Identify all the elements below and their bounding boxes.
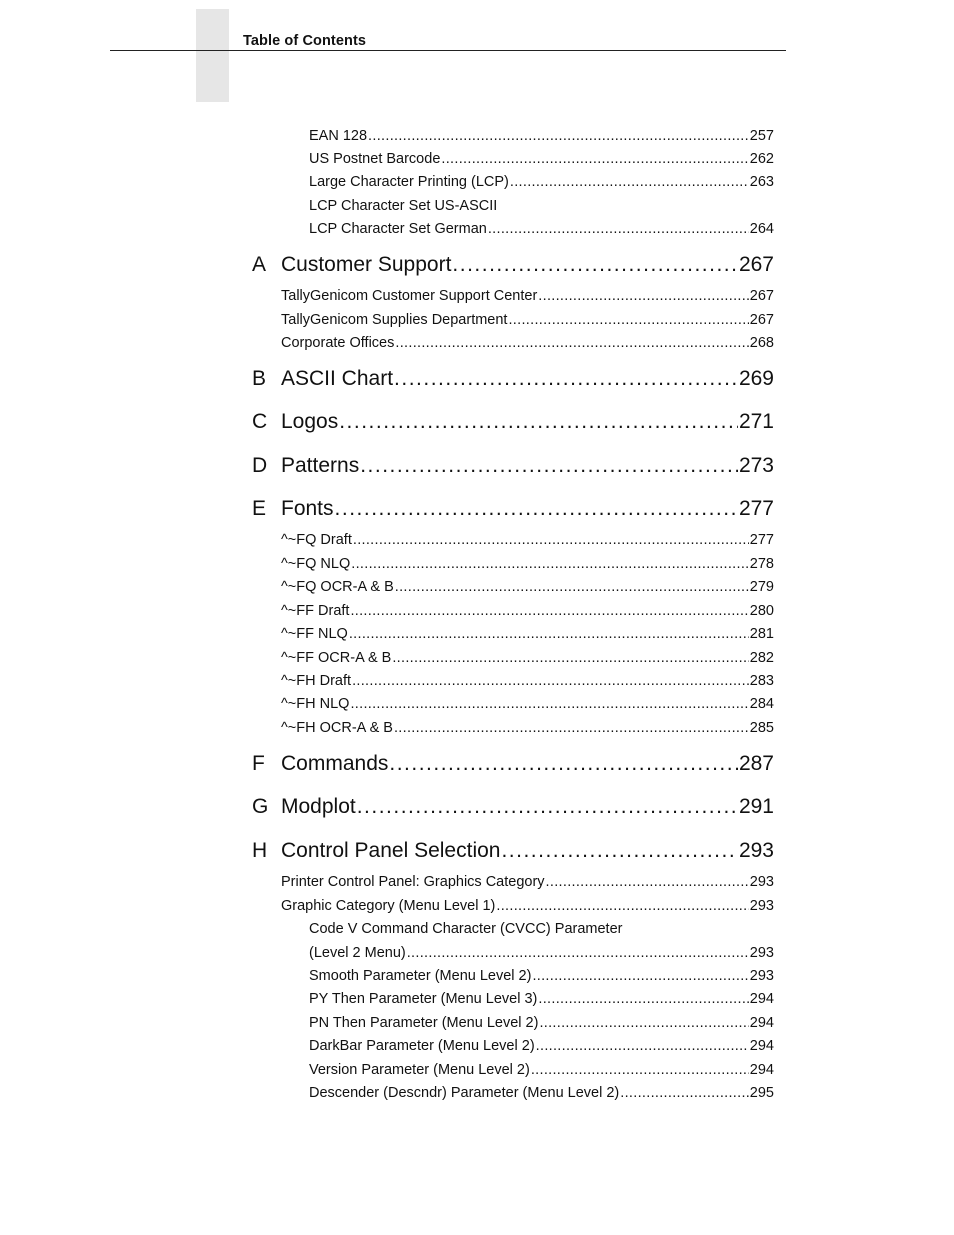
toc-entry-page: 267 <box>749 312 774 328</box>
toc-chapter-title: Fonts <box>281 497 334 520</box>
toc-entry[interactable] <box>281 648 774 668</box>
toc-entry-title: ^~FQ NLQ <box>281 556 351 572</box>
toc-entry[interactable] <box>309 943 774 963</box>
toc-entry[interactable] <box>309 1083 774 1103</box>
toc-chapter-title: Patterns <box>281 454 360 477</box>
toc-entry-page: 294 <box>749 1062 774 1078</box>
running-header-title: Table of Contents <box>243 33 367 49</box>
toc-entry-page: 257 <box>749 128 774 144</box>
dot-leader <box>349 624 749 644</box>
toc-entry[interactable] <box>309 1060 774 1080</box>
dot-leader <box>389 750 738 778</box>
dot-leader <box>350 694 748 714</box>
toc-entry[interactable] <box>281 577 774 597</box>
dot-leader <box>352 671 749 691</box>
toc-entry-title: ^~FF OCR-A & B <box>281 650 392 666</box>
dot-leader <box>394 718 749 738</box>
toc-entry-page: 263 <box>749 174 774 190</box>
toc-chapter-entry[interactable] <box>281 408 774 436</box>
toc-chapter-title: Modplot <box>281 795 356 818</box>
dot-leader <box>546 872 749 892</box>
toc-entry[interactable] <box>281 872 774 892</box>
toc-chapter-page: 271 <box>738 410 774 433</box>
toc-entry-title: DarkBar Parameter (Menu Level 2) <box>309 1038 535 1054</box>
toc-entry-page: 294 <box>749 991 774 1007</box>
appendix-letter: C <box>252 410 268 433</box>
dot-leader <box>531 1060 749 1080</box>
toc-chapter-entry[interactable] <box>281 251 774 279</box>
toc-entry-title: PY Then Parameter (Menu Level 3) <box>309 991 538 1007</box>
dot-leader <box>488 219 749 239</box>
dot-leader <box>620 1083 749 1103</box>
toc-entry-title: ^~FH NLQ <box>281 696 350 712</box>
toc-chapter-page: 273 <box>738 454 774 477</box>
toc-entry-page: 267 <box>749 288 774 304</box>
appendix-letter: H <box>252 839 268 862</box>
toc-entry-page: 294 <box>749 1015 774 1031</box>
toc-entry-title: US Postnet Barcode <box>309 151 441 167</box>
toc-chapter-title: Customer Support <box>281 253 452 276</box>
toc-entry-page: 285 <box>749 720 774 736</box>
toc-entry[interactable] <box>281 530 774 550</box>
toc-entry-title: ^~FH Draft <box>281 673 352 689</box>
toc-entry-title: TallyGenicom Customer Support Center <box>281 288 538 304</box>
toc-entry-page: 293 <box>749 874 774 890</box>
toc-entry-page: 293 <box>749 945 774 961</box>
toc-entry[interactable] <box>309 126 774 146</box>
toc-chapter-page: 269 <box>738 367 774 390</box>
dot-leader <box>532 966 748 986</box>
toc-entry-page: 283 <box>749 673 774 689</box>
toc-entry[interactable] <box>281 694 774 714</box>
toc-entry-title: Printer Control Panel: Graphics Category <box>281 874 545 890</box>
toc-entry-title: ^~FH OCR-A & B <box>281 720 393 736</box>
toc-entry-page: 279 <box>749 579 774 595</box>
dot-leader <box>353 530 749 550</box>
toc-entry-title: Descender (Descndr) Parameter (Menu Level 2) <box>309 1085 620 1101</box>
toc-chapter-title: ASCII Chart <box>281 367 394 390</box>
toc-entry[interactable] <box>309 219 774 239</box>
toc-entry-page: 282 <box>749 650 774 666</box>
dot-leader <box>392 648 748 668</box>
toc-entry-title[interactable]: LCP Character Set US-ASCII <box>309 198 498 214</box>
toc-chapter-page: 277 <box>738 497 774 520</box>
dot-leader <box>538 989 748 1009</box>
dot-leader <box>395 577 749 597</box>
toc-chapter-entry[interactable] <box>281 750 774 778</box>
toc-entry-page: 295 <box>749 1085 774 1101</box>
toc-entry[interactable] <box>309 989 774 1009</box>
dot-leader <box>407 943 749 963</box>
toc-entry[interactable] <box>281 671 774 691</box>
toc-entry-title: Smooth Parameter (Menu Level 2) <box>309 968 532 984</box>
toc-entry-page: 280 <box>749 603 774 619</box>
toc-entry-title: ^~FQ OCR-A & B <box>281 579 394 595</box>
toc-entry-title: Version Parameter (Menu Level 2) <box>309 1062 530 1078</box>
dot-leader <box>350 601 748 621</box>
appendix-letter: A <box>252 253 267 276</box>
toc-entry-page: 277 <box>749 532 774 548</box>
toc-entry[interactable] <box>281 601 774 621</box>
appendix-letter: B <box>252 367 267 390</box>
toc-chapter-entry[interactable] <box>281 452 774 480</box>
appendix-letter: F <box>252 752 265 775</box>
toc-entry-page: 284 <box>749 696 774 712</box>
dot-leader <box>539 1013 748 1033</box>
toc-entry-title: TallyGenicom Supplies Department <box>281 312 508 328</box>
toc-entry-page: 293 <box>749 968 774 984</box>
dot-leader <box>395 333 748 353</box>
toc-entry[interactable] <box>309 966 774 986</box>
toc-entry-page: 293 <box>749 898 774 914</box>
dot-leader <box>339 408 738 436</box>
toc-chapter-entry[interactable] <box>281 793 774 821</box>
toc-entry-title: ^~FF Draft <box>281 603 350 619</box>
toc-entry-title: ^~FQ Draft <box>281 532 352 548</box>
toc-entry-page: 264 <box>749 221 774 237</box>
dot-leader <box>335 495 738 523</box>
toc-chapter-title: Logos <box>281 410 339 433</box>
toc-entry-page: 262 <box>749 151 774 167</box>
toc-chapter-entry[interactable] <box>281 365 774 393</box>
toc-chapter-entry[interactable] <box>281 495 774 523</box>
toc-entry[interactable] <box>281 286 774 306</box>
appendix-letter: E <box>252 497 267 520</box>
toc-entry-page: 268 <box>749 335 774 351</box>
dot-leader <box>368 126 749 146</box>
dot-leader <box>441 149 748 169</box>
toc-entry[interactable] <box>281 718 774 738</box>
toc-entry[interactable] <box>281 896 774 916</box>
appendix-letter: G <box>252 795 269 818</box>
toc-entry[interactable] <box>281 554 774 574</box>
toc-entry[interactable] <box>309 149 774 169</box>
toc-chapter-page: 291 <box>738 795 774 818</box>
appendix-letter: D <box>252 454 268 477</box>
toc-entry[interactable] <box>281 333 774 353</box>
toc-chapter-entry[interactable] <box>281 837 774 865</box>
dot-leader <box>501 837 737 865</box>
toc-entry[interactable] <box>309 1013 774 1033</box>
toc-entry[interactable] <box>281 624 774 644</box>
dot-leader <box>360 452 738 480</box>
toc-chapter-page: 293 <box>738 839 774 862</box>
dot-leader <box>357 793 738 821</box>
toc-entry-title: Large Character Printing (LCP) <box>309 174 509 190</box>
toc-entry-title: ^~FF NLQ <box>281 626 348 642</box>
dot-leader <box>538 286 749 306</box>
toc-chapter-page: 267 <box>738 253 774 276</box>
dot-leader <box>452 251 738 279</box>
toc-entry-title: Corporate Offices <box>281 335 395 351</box>
toc-chapter-title: Control Panel Selection <box>281 839 501 862</box>
dot-leader <box>508 310 748 330</box>
toc-entry-page: 281 <box>749 626 774 642</box>
toc-entry-title: PN Then Parameter (Menu Level 2) <box>309 1015 539 1031</box>
toc-entry[interactable] <box>281 310 774 330</box>
toc-chapter-title: Commands <box>281 752 389 775</box>
dot-leader <box>394 365 738 393</box>
toc-entry[interactable] <box>309 1036 774 1056</box>
dot-leader <box>496 896 748 916</box>
toc-entry-title: LCP Character Set German <box>309 221 487 237</box>
toc-entry-page: 278 <box>749 556 774 572</box>
toc-chapter-page: 287 <box>738 752 774 775</box>
dot-leader <box>351 554 749 574</box>
toc-entry-title[interactable]: Code V Command Character (CVCC) Parameter <box>309 921 623 937</box>
dot-leader <box>536 1036 749 1056</box>
toc-entry[interactable] <box>309 172 774 192</box>
dot-leader <box>510 172 749 192</box>
toc-entry-title: EAN 128 <box>309 128 368 144</box>
toc-entry-title: Graphic Category (Menu Level 1) <box>281 898 496 914</box>
toc-entry-title: (Level 2 Menu) <box>309 945 406 961</box>
toc-entry-page: 294 <box>749 1038 774 1054</box>
